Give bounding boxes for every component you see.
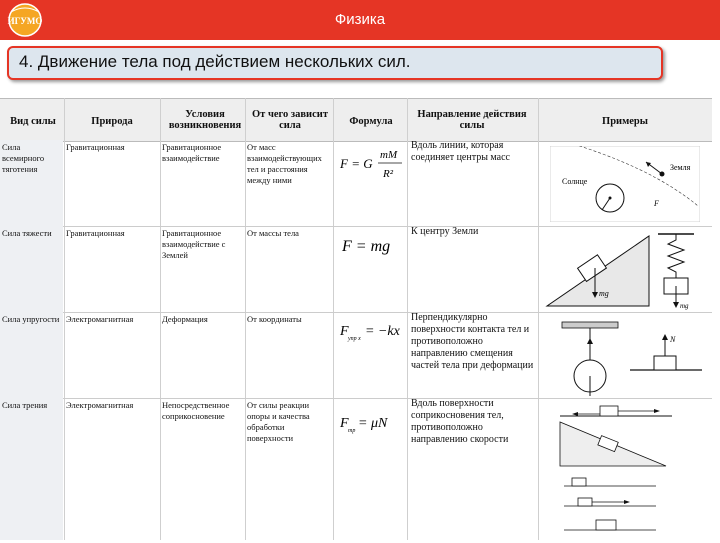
force-nature: Электромагнитная [66, 400, 134, 410]
svg-text:F = mg: F = mg [342, 238, 391, 255]
example-friction [556, 402, 676, 543]
svg-text:R²: R² [383, 168, 394, 180]
formula-gravitation [338, 144, 406, 189]
svg-text:mg: mg [599, 289, 609, 298]
svg-text:F: F [654, 199, 659, 208]
force-conditions: Гравитационное взаимодействие [162, 142, 222, 163]
example-support [628, 330, 704, 387]
svg-text:N: N [670, 335, 676, 344]
top-bar [0, 0, 720, 40]
formula-elasticity [338, 316, 406, 351]
force-direction: К центру Земли [411, 226, 479, 237]
sun-label: Солнце [562, 177, 588, 186]
force-depends: От масс взаимодействующих тел и расстояния между ними [247, 142, 322, 185]
force-conditions: Деформация [162, 314, 208, 324]
column-header-depends: От чего зависит сила [252, 109, 328, 131]
force-nature: Гравитационная [66, 228, 125, 238]
force-nature: Электромагнитная [66, 314, 134, 324]
column-header-direction: Направление действия силы [417, 109, 527, 131]
force-type: Сила тяжести [2, 228, 52, 238]
force-type: Сила упругости [2, 314, 60, 324]
force-depends: От силы реакции опоры и качества обработки поверхности [247, 400, 310, 443]
force-type: Сила трения [2, 400, 48, 410]
force-type: Сила всемирного тяготения [2, 142, 45, 174]
force-conditions: Непосредственное соприкосновение [162, 400, 230, 421]
slide-title-box [7, 46, 663, 80]
force-direction: Вдоль поверхности соприкосновения тел, противоположно направлению скорости [411, 398, 509, 445]
svg-text:= −kx: = −kx [365, 324, 400, 339]
column-header-examples: Примеры [602, 116, 648, 127]
table-row [0, 226, 712, 313]
slide-title: 4. Движение тела под действием нескольких сил. [19, 52, 411, 71]
table-row [0, 398, 712, 540]
svg-text:упр x: упр x [348, 336, 361, 342]
force-direction: Перпендикулярно поверхности контакта тел и противоположно направлению смещения частей тела при деформации [411, 312, 534, 371]
svg-text:F: F [340, 324, 349, 339]
svg-text:mg: mg [680, 302, 689, 310]
force-conditions: Гравитационное взаимодействие с Землей [162, 228, 226, 260]
logo-text: ИГУМО [7, 16, 43, 26]
example-incline [545, 230, 653, 315]
force-depends: От массы тела [247, 228, 299, 238]
svg-text:F: F [340, 416, 349, 431]
example-spring [654, 230, 702, 317]
svg-text:F = G: F = G [340, 156, 373, 171]
column-header-conditions: Условия возникновения [168, 109, 242, 131]
column-header-type: Вид силы [10, 116, 56, 127]
example-pendulum [560, 320, 620, 403]
svg-text:= μN: = μN [358, 416, 388, 431]
force-direction: Вдоль линии, которая соединяет центры масс [411, 140, 510, 163]
table-row [0, 140, 712, 227]
earth-label: Земля [670, 163, 691, 172]
svg-text:mM: mM [380, 149, 398, 161]
svg-text:тр: тр [348, 428, 356, 434]
column-header-nature: Природа [91, 116, 133, 127]
subject-title: Физика [334, 11, 386, 28]
example-sun-earth [550, 146, 700, 227]
column-header-formula: Формула [349, 116, 393, 127]
formula-friction [338, 408, 406, 443]
force-depends: От координаты [247, 314, 302, 324]
force-nature: Гравитационная [66, 142, 125, 152]
row-bg [0, 398, 63, 540]
table-header [0, 98, 712, 142]
formula-gravity [340, 230, 406, 265]
table-row [0, 312, 712, 399]
